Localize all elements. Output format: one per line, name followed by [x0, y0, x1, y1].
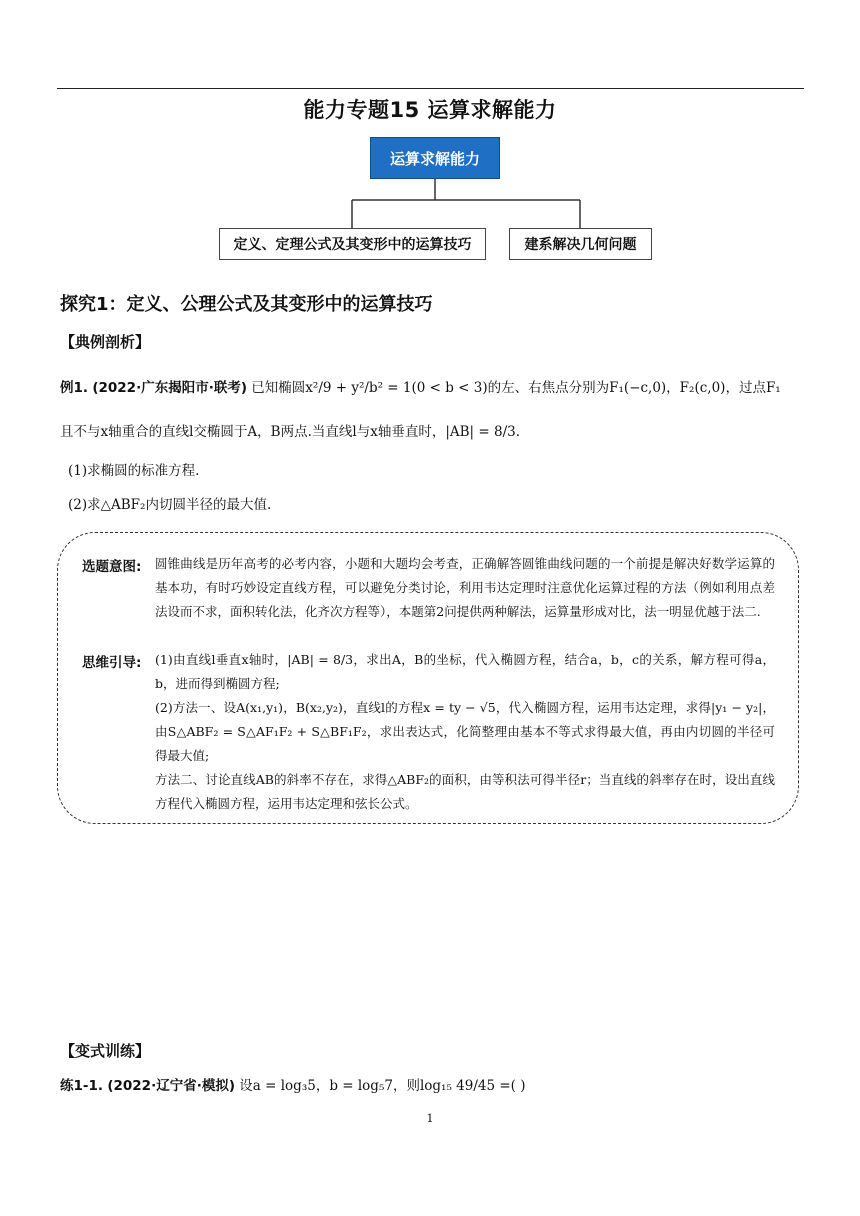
page-title: 能力专题15 运算求解能力 — [303, 98, 557, 122]
exercise-line — [60, 1076, 526, 1096]
section-heading: 探究1：定义、公理公式及其变形中的运算技巧 — [60, 294, 433, 315]
diagram-root-node: 运算求解能力 — [370, 137, 500, 179]
question-2: (2)求△ABF₂内切圆半径的最大值. — [68, 497, 272, 513]
example-text-1: 已知椭圆x²/9 + y²/b² = 1(0 < b < 3)的左、右焦点分别为F₁(−c,0)，F₂(c,0)，过点F₁ — [251, 380, 781, 396]
exercise-label: 练1-1. — [60, 1078, 104, 1094]
guide-step-1: (1)由直线l垂直x轴时，|AB| = 8/3，求出A，B的坐标，代入椭圆方程，结合a，b，c的关系，解方程可得a，b，进而得到椭圆方程; — [155, 652, 775, 691]
analysis-heading: 【典例剖析】 — [60, 333, 151, 351]
variation-heading: 【变式训练】 — [60, 1042, 151, 1060]
example-text-2: 且不与x轴重合的直线l交椭圆于A，B两点.当直线l与x轴垂直时，|AB| = 8/3. — [60, 424, 521, 440]
exercise-source: (2022·辽宁省·模拟) — [107, 1078, 235, 1094]
intent-text: 圆锥曲线是历年高考的必考内容，小题和大题均会考查，正确解答圆锥曲线问题的一个前提是解决好数学运算的基本功，有时巧妙设定直线方程，可以避免分类讨论，利用韦达定理时注意优化运算过程的方法（例如利用点差法设而不求，面积转化法，化齐次方程等），本题第2问提供两种解法，运算量形成对比，法一明显优越于法二. — [155, 556, 775, 619]
guide-label: 思维引导: — [82, 655, 142, 671]
page-number: 1 — [426, 1112, 434, 1125]
question-1: (1)求椭圆的标准方程. — [68, 463, 200, 479]
guide-step-3: 方法二、讨论直线AB的斜率不存在，求得△ABF₂的面积，由等积法可得半径r；当直线的斜率存在时，设出直线方程代入椭圆方程，运用韦达定理和弦长公式。 — [155, 772, 775, 811]
intent-label: 选题意图: — [82, 559, 142, 575]
guide-text — [155, 648, 775, 816]
diagram-child-node-1: 定义、定理公式及其变形中的运算技巧 — [219, 228, 486, 260]
example-line-1 — [60, 378, 781, 398]
example-label: 例1. — [60, 380, 89, 396]
exercise-text: 设a = log₃5，b = log₅7，则log₁₅ 49/45 =( ) — [239, 1078, 526, 1094]
example-source: (2022·广东揭阳市·联考) — [92, 380, 247, 396]
diagram-child-node-2: 建系解决几何问题 — [509, 228, 652, 260]
guide-step-2: (2)方法一、设A(x₁,y₁)，B(x₂,y₂)，直线l的方程x = ty − √5，代入椭圆方程，运用韦达定理，求得|y₁ − y₂|，由S△ABF₂ = S△AF₁F₂ + S△BF₁F₂，求出表达式，化简整理由基本不等式求得最大值，再由内切圆的半径可得最大值; — [155, 700, 775, 763]
